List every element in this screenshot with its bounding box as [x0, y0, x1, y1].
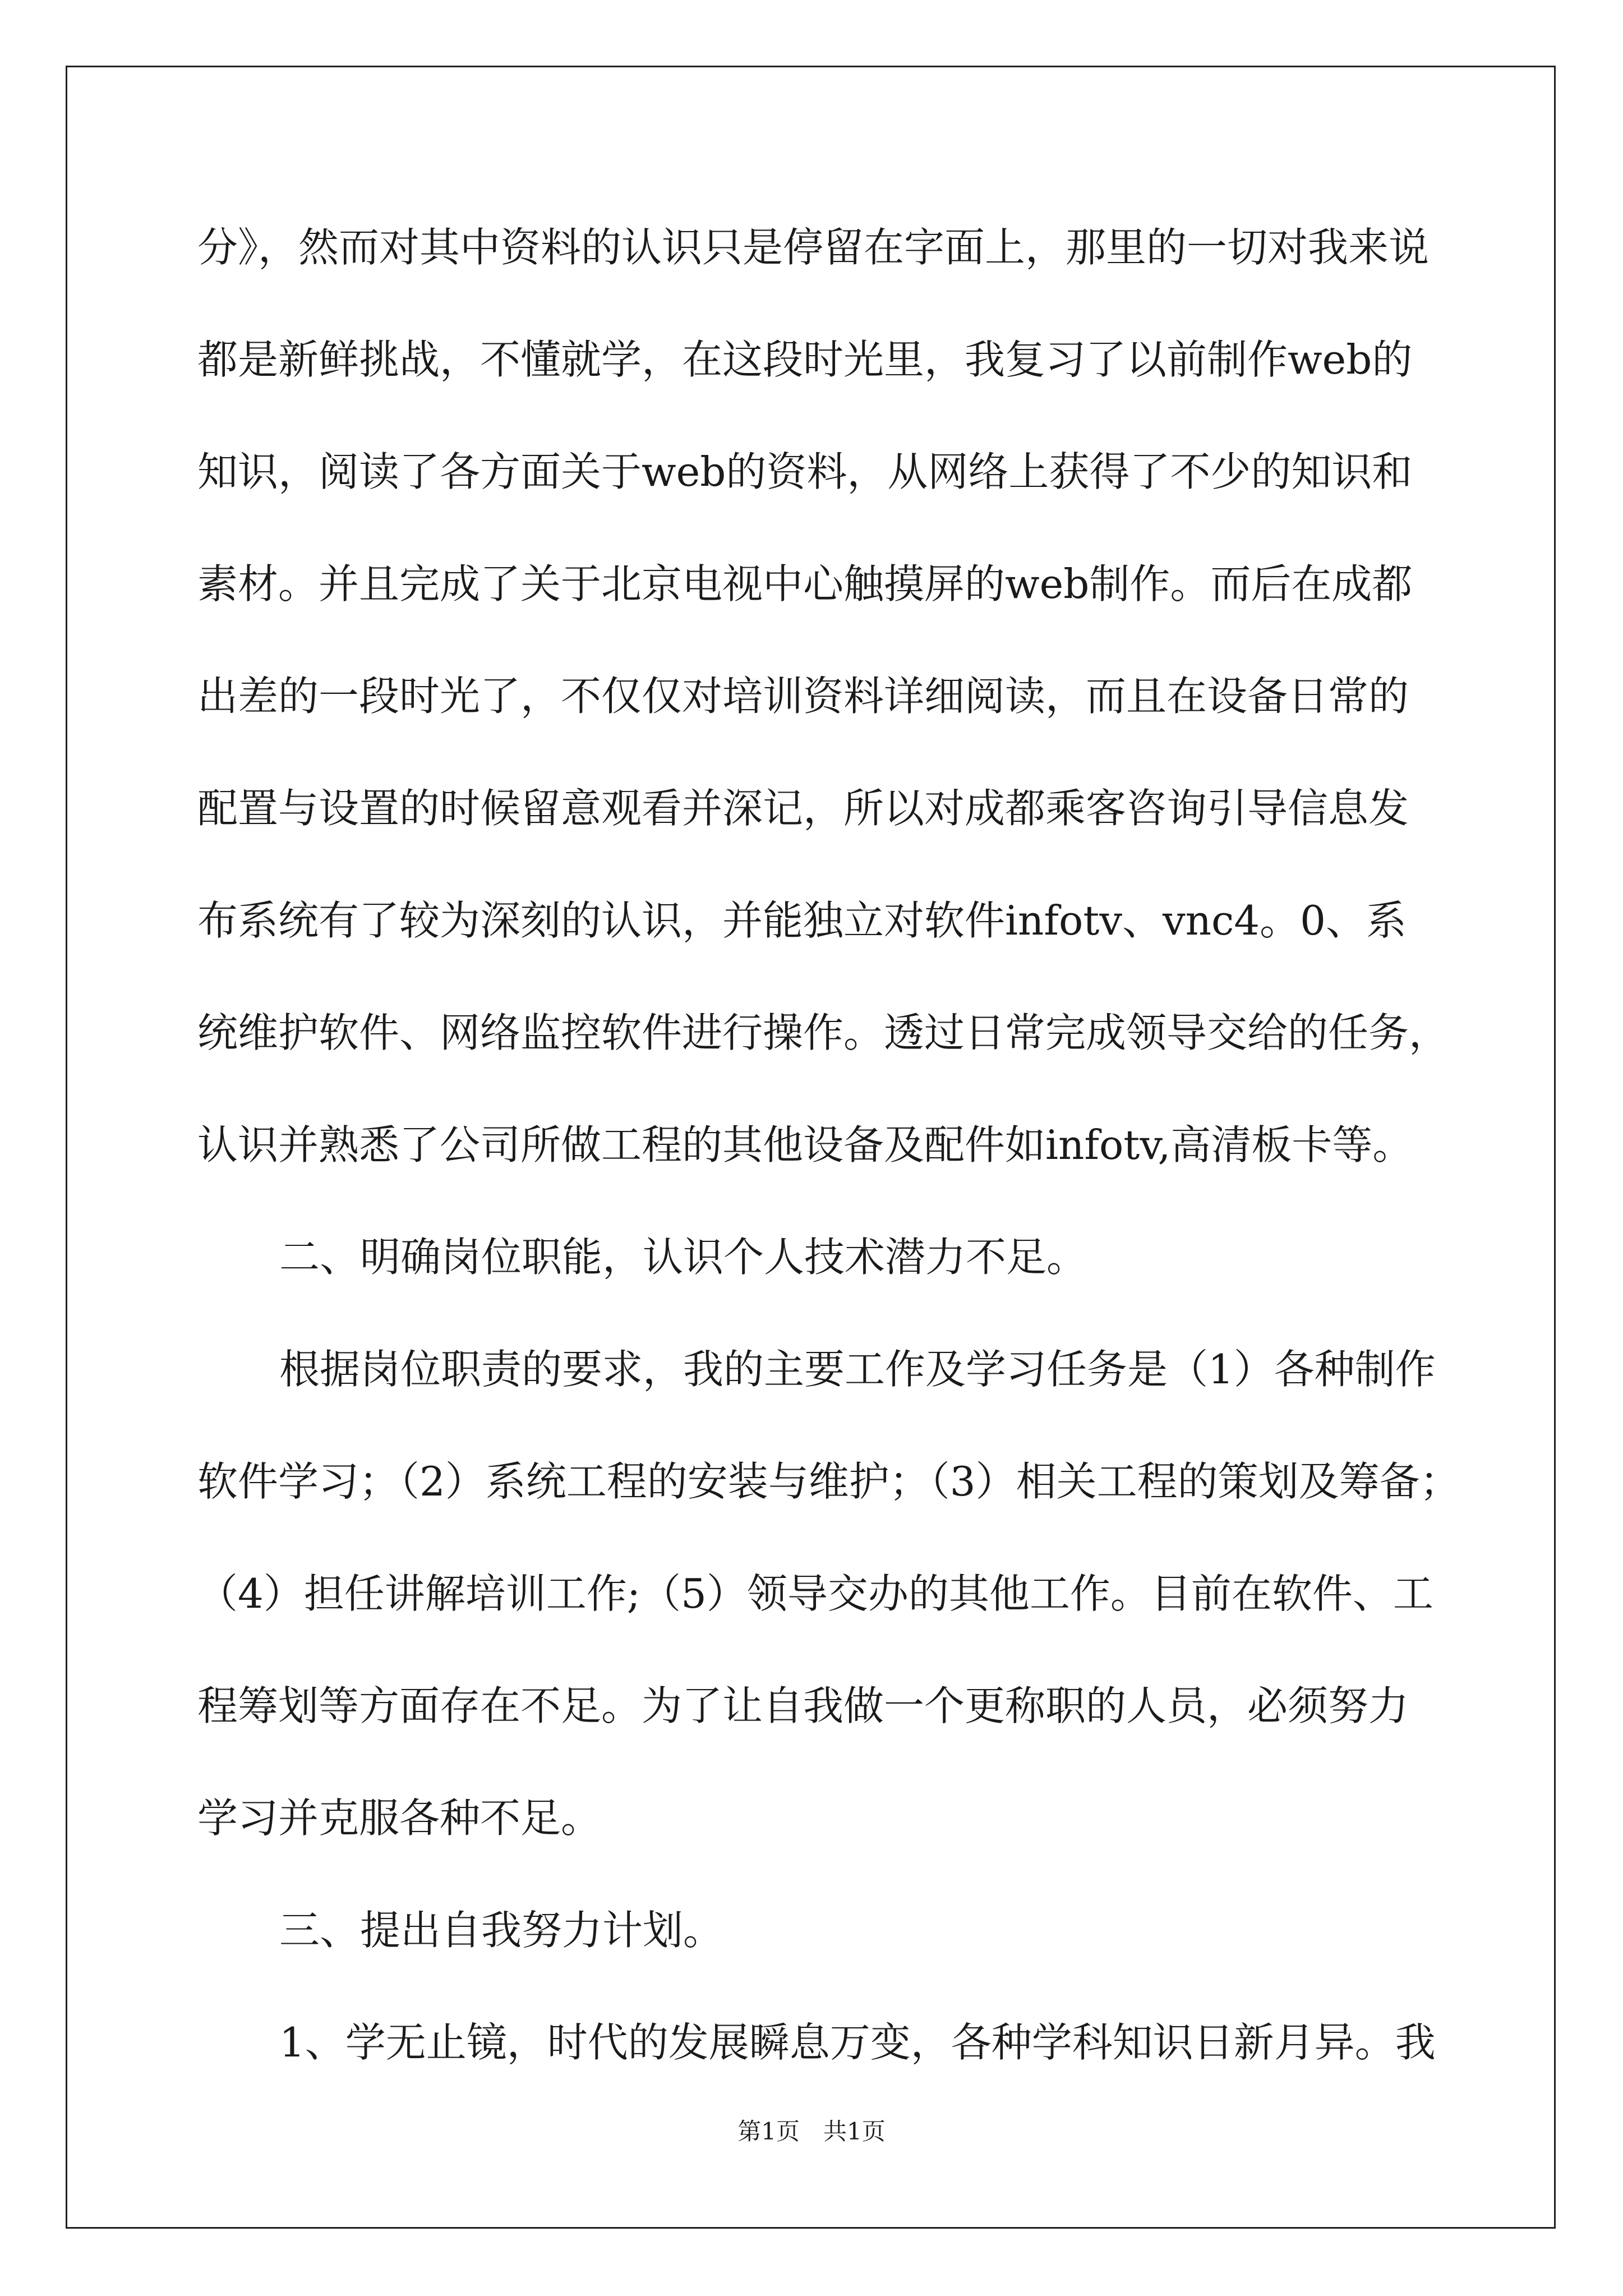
text-line: 1、学无止镜，时代的发展瞬息万变，各种学科知识日新月异。我 [279, 2019, 1436, 2066]
text-line: 认识并熟悉了公司所做工程的其他设备及配件如infotv,高清板卡等。 [197, 1121, 1413, 1168]
section-heading: 二、明确岗位职能，认识个人技术潜力不足。 [279, 1234, 1087, 1281]
text-line: 出差的一段时光了，不仅仅对培训资料详细阅读，而且在设备日常的 [197, 673, 1409, 720]
text-line: 布系统有了较为深刻的认识，并能独立对软件infotv、vnc4。0、系 [197, 897, 1407, 944]
text-line: 知识，阅读了各方面关于web的资料，从网络上获得了不少的知识和 [197, 448, 1413, 495]
text-line: 配置与设置的时候留意观看并深记，所以对成都乘客咨询引导信息发 [197, 785, 1409, 832]
text-line: 素材。并且完成了关于北京电视中心触摸屏的web制作。而后在成都 [197, 560, 1413, 608]
text-line: （4）担任讲解培训工作;（5）领导交办的其他工作。目前在软件、工 [197, 1570, 1433, 1617]
text-line: 分》，然而对其中资料的认识只是停留在字面上，那里的一切对我来说 [197, 224, 1430, 271]
text-line: 程筹划等方面存在不足。为了让自我做一个更称职的人员，必须努力 [197, 1682, 1409, 1729]
section-heading: 三、提出自我努力计划。 [279, 1907, 724, 1954]
text-line: 软件学习；（2）系统工程的安装与维护；（3）相关工程的策划及筹备； [197, 1458, 1460, 1505]
text-line: 根据岗位职责的要求，我的主要工作及学习任务是（1）各种制作 [279, 1346, 1436, 1393]
page-footer: 第1页 共1页 [737, 2118, 886, 2145]
text-line: 学习并克服各种不足。 [197, 1795, 602, 1842]
text-line: 都是新鲜挑战，不懂就学，在这段时光里，我复习了以前制作web的 [197, 336, 1413, 383]
text-line: 统维护软件、网络监控软件进行操作。透过日常完成领导交给的任务， [197, 1009, 1450, 1056]
